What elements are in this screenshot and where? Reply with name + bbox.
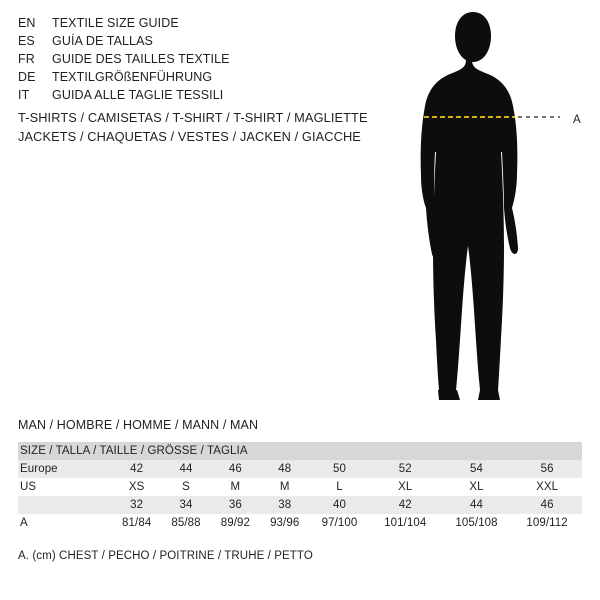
language-row bbox=[18, 70, 398, 88]
table-row bbox=[18, 478, 582, 496]
table-header-size: SIZE / TALLA / TAILLE / GRÖSSE / TAGLIA bbox=[20, 445, 248, 457]
category-tshirts: T-SHIRTS / CAMISETAS / T-SHIRT / T-SHIRT / MAGLIETTE bbox=[18, 110, 368, 125]
table-cell: 34 bbox=[179, 499, 193, 511]
chest-marker-label: A bbox=[573, 114, 581, 126]
language-code: EN bbox=[18, 16, 36, 30]
table-cell: 52 bbox=[398, 463, 412, 475]
table-cell: 46 bbox=[228, 463, 242, 475]
table-cell: 38 bbox=[278, 499, 292, 511]
language-text: TEXTILGRÖßENFÜHRUNG bbox=[52, 70, 213, 84]
row-label: US bbox=[20, 481, 37, 493]
language-text: GUIDA ALLE TAGLIE TESSILI bbox=[52, 88, 224, 102]
table-cell: XXL bbox=[536, 481, 559, 493]
row-label bbox=[18, 496, 112, 514]
table-cell: 97/100 bbox=[321, 517, 358, 529]
table-cell: 93/96 bbox=[270, 517, 300, 529]
category-jackets: JACKETS / CHAQUETAS / VESTES / JACKEN / GIACCHE bbox=[18, 129, 361, 144]
table-row bbox=[18, 514, 582, 532]
body-figure bbox=[410, 10, 590, 400]
table-cell: 54 bbox=[470, 463, 484, 475]
table-cell: M bbox=[230, 481, 241, 493]
table-cell: L bbox=[336, 481, 343, 493]
table-header-row bbox=[18, 442, 582, 460]
table-cell: 56 bbox=[540, 463, 554, 475]
table-cell: 44 bbox=[179, 463, 193, 475]
table-cell: 32 bbox=[130, 499, 144, 511]
table-cell: 105/108 bbox=[455, 517, 498, 529]
table-cell: 81/84 bbox=[122, 517, 152, 529]
language-row bbox=[18, 52, 398, 70]
table-row bbox=[18, 496, 582, 514]
size-table bbox=[18, 442, 582, 532]
language-row bbox=[18, 88, 398, 106]
row-label: Europe bbox=[20, 463, 58, 475]
language-row bbox=[18, 16, 398, 34]
language-guide-block bbox=[18, 16, 398, 106]
language-text: GUIDE DES TAILLES TEXTILE bbox=[52, 52, 230, 66]
table-cell: XL bbox=[469, 481, 484, 493]
table-cell: 85/88 bbox=[171, 517, 201, 529]
table-cell: 101/104 bbox=[384, 517, 427, 529]
table-cell: 44 bbox=[470, 499, 484, 511]
table-cell: 42 bbox=[398, 499, 412, 511]
table-cell: 40 bbox=[333, 499, 347, 511]
language-code: DE bbox=[18, 70, 36, 84]
language-code: FR bbox=[18, 52, 35, 66]
table-cell: 46 bbox=[540, 499, 554, 511]
table-cell: 48 bbox=[278, 463, 292, 475]
table-cell: 89/92 bbox=[220, 517, 250, 529]
table-footnote: A. (cm) CHEST / PECHO / POITRINE / TRUHE / PETTO bbox=[18, 550, 313, 562]
table-cell: XL bbox=[398, 481, 413, 493]
language-row bbox=[18, 34, 398, 52]
table-cell: 50 bbox=[333, 463, 347, 475]
table-cell: XS bbox=[128, 481, 145, 493]
table-cell: S bbox=[182, 481, 190, 493]
table-row bbox=[18, 460, 582, 478]
table-cell: 109/112 bbox=[526, 517, 568, 529]
table-cell: M bbox=[279, 481, 290, 493]
row-label: A bbox=[20, 517, 28, 529]
male-silhouette-icon bbox=[410, 10, 590, 400]
table-cell: 36 bbox=[228, 499, 242, 511]
language-code: ES bbox=[18, 34, 35, 48]
table-title: MAN / HOMBRE / HOMME / MANN / MAN bbox=[18, 418, 259, 432]
category-block bbox=[18, 110, 438, 148]
language-text: TEXTILE SIZE GUIDE bbox=[52, 16, 179, 30]
table-cell: 42 bbox=[130, 463, 144, 475]
language-code: IT bbox=[18, 88, 30, 102]
language-text: GUÍA DE TALLAS bbox=[52, 34, 153, 48]
